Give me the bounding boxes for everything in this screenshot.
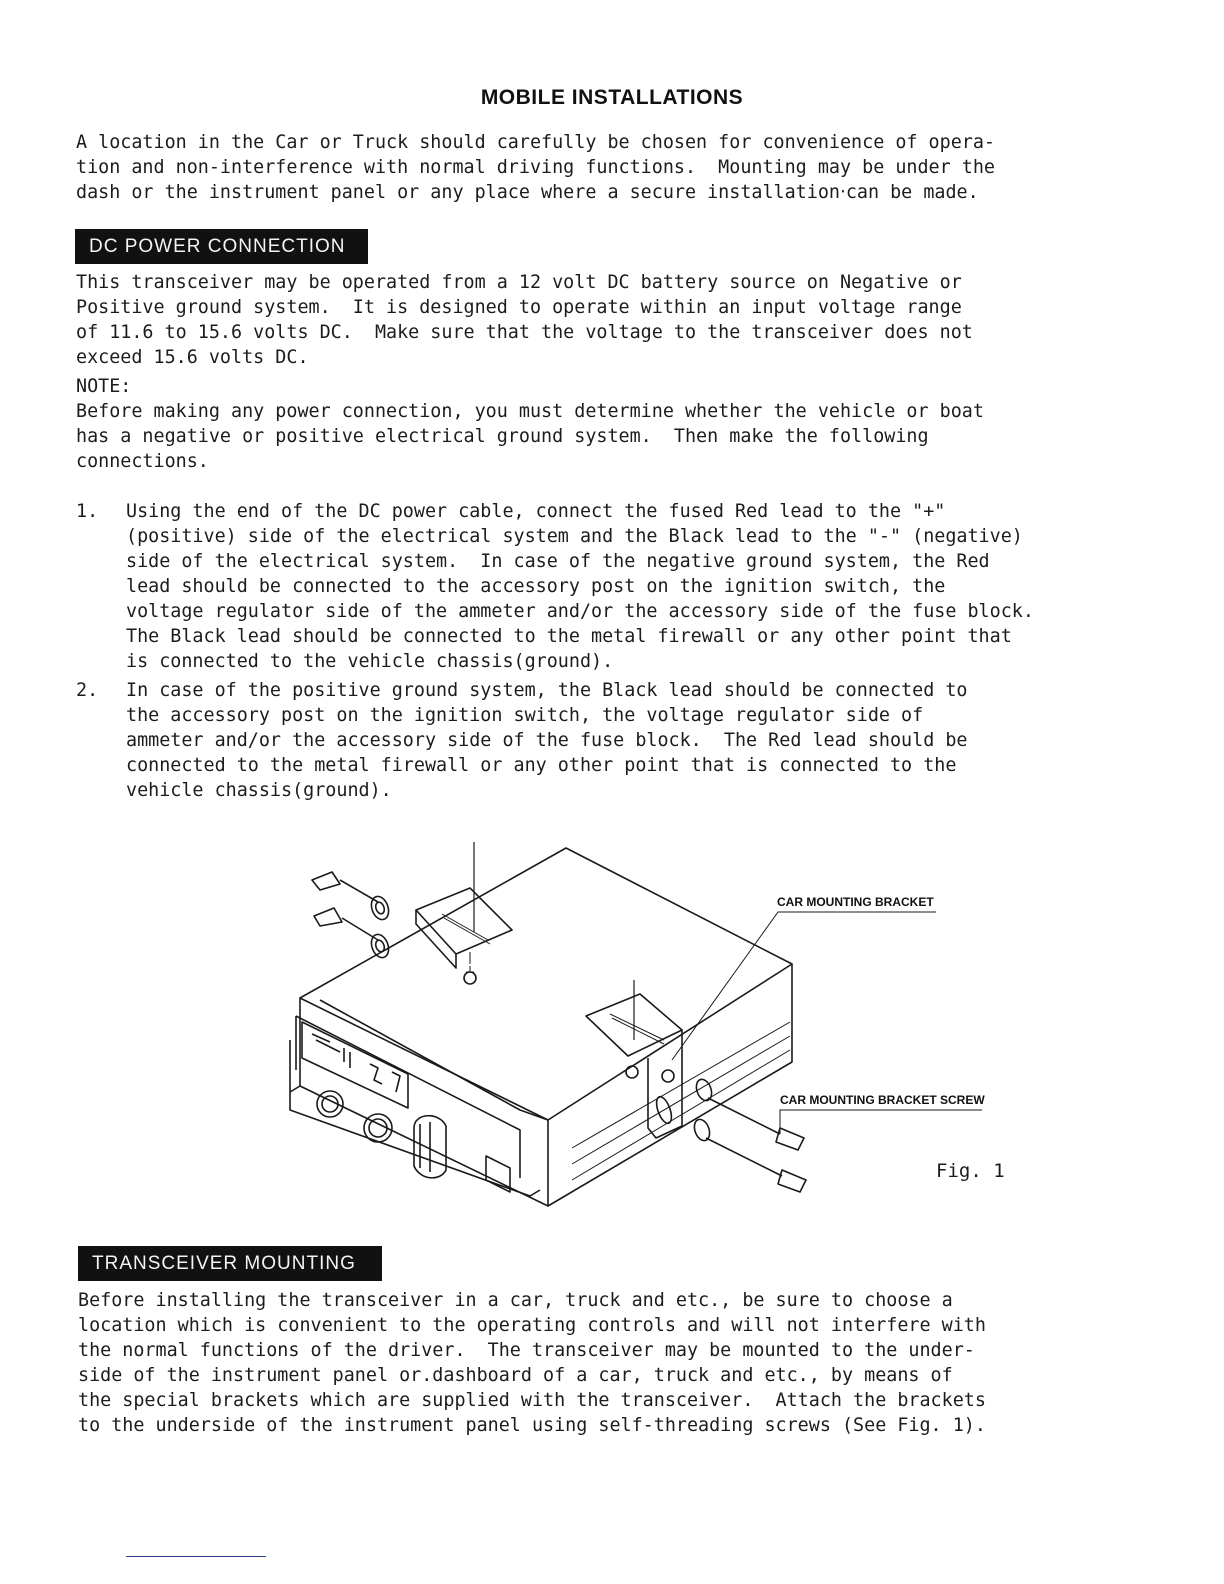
dc-power-line: Positive ground system. It is designed to operate within an input voltage range — [76, 297, 962, 318]
screw-leader-line — [780, 1110, 982, 1134]
step-line: In case of the positive ground system, the Black lead should be connected to — [126, 680, 968, 701]
mounting-line: to the underside of the instrument panel using self-threading screws (See Fig. 1). — [78, 1415, 986, 1436]
dc-power-line: exceed 15.6 volts DC. — [76, 347, 309, 368]
step-line: connected to the metal firewall or any other point that is connected to the — [126, 755, 957, 776]
note-line: has a negative or positive electrical ground system. Then make the following — [76, 426, 929, 447]
step-line: side of the electrical system. In case of the negative ground system, the Red — [126, 551, 990, 572]
intro-line: tion and non-interference with normal driving functions. Mounting may be under the — [76, 157, 995, 178]
note-line: connections. — [76, 451, 209, 472]
wing-screw-icon — [314, 908, 392, 960]
step-line: (positive) side of the electrical system and the Black lead to the "-" (negative) — [126, 526, 1023, 547]
intro-line: dash or the instrument panel or any place where a secure installation‧can be made. — [76, 182, 979, 203]
step-line: The Black lead should be connected to the metal firewall or any other point that — [126, 626, 1012, 647]
bracket-screw-label: CAR MOUNTING BRACKET SCREW — [780, 1093, 985, 1107]
step-line: ammeter and/or the accessory side of the fuse block. The Red lead should be — [126, 730, 968, 751]
step-number: 2. — [76, 680, 99, 701]
transceiver-mounting-heading: TRANSCEIVER MOUNTING — [78, 1246, 382, 1281]
case-right-side — [548, 964, 792, 1206]
step-line: is connected to the vehicle chassis(ground). — [126, 651, 614, 672]
step-line: the accessory post on the ignition switch, the voltage regulator side of — [126, 705, 924, 726]
step-number: 1. — [76, 501, 99, 522]
left-bracket — [416, 888, 512, 954]
wing-screw-icon — [692, 1117, 806, 1192]
dc-power-line: of 11.6 to 15.6 volts DC. Make sure that the voltage to the transceiver does not — [76, 322, 973, 343]
bracket-screw-icon — [626, 1066, 638, 1078]
mounting-line: side of the instrument panel or.dashboard of a car, truck and etc., by means of — [78, 1365, 953, 1386]
step-line: Using the end of the DC power cable, connect the fused Red lead to the "+" — [126, 501, 946, 522]
step-line: voltage regulator side of the ammeter and/or the accessory side of the fuse block. — [126, 601, 1034, 622]
mounting-line: location which is convenient to the operating controls and will not interfere with — [78, 1315, 986, 1336]
dc-power-heading: DC POWER CONNECTION — [75, 229, 368, 264]
bracket-label: CAR MOUNTING BRACKET — [777, 895, 934, 909]
step-line: lead should be connected to the accessory post on the ignition switch, the — [126, 576, 946, 597]
mounting-line: Before installing the transceiver in a car, truck and etc., be sure to choose a — [78, 1290, 953, 1311]
wing-screw-icon — [312, 872, 392, 922]
intro-line: A location in the Car or Truck should carefully be chosen for convenience of opera- — [76, 132, 995, 153]
note-label: NOTE: — [76, 376, 132, 397]
step-line: vehicle chassis(ground). — [126, 780, 392, 801]
figure-caption: Fig. 1 — [936, 1160, 1005, 1182]
page-title: MOBILE INSTALLATIONS — [480, 86, 744, 109]
note-line: Before making any power connection, you must determine whether the vehicle or boat — [76, 401, 984, 422]
mounting-line: the special brackets which are supplied with the transceiver. Attach the brackets — [78, 1390, 986, 1411]
bracket-leader-line — [672, 912, 936, 1060]
dc-power-line: This transceiver may be operated from a 12 volt DC battery source on Negative or — [76, 272, 962, 293]
mounting-line: the normal functions of the driver. The transceiver may be mounted to the under- — [78, 1340, 975, 1361]
volume-knob — [317, 1091, 343, 1117]
bracket-screw-icon — [464, 972, 476, 984]
footer-rule — [126, 1556, 266, 1557]
